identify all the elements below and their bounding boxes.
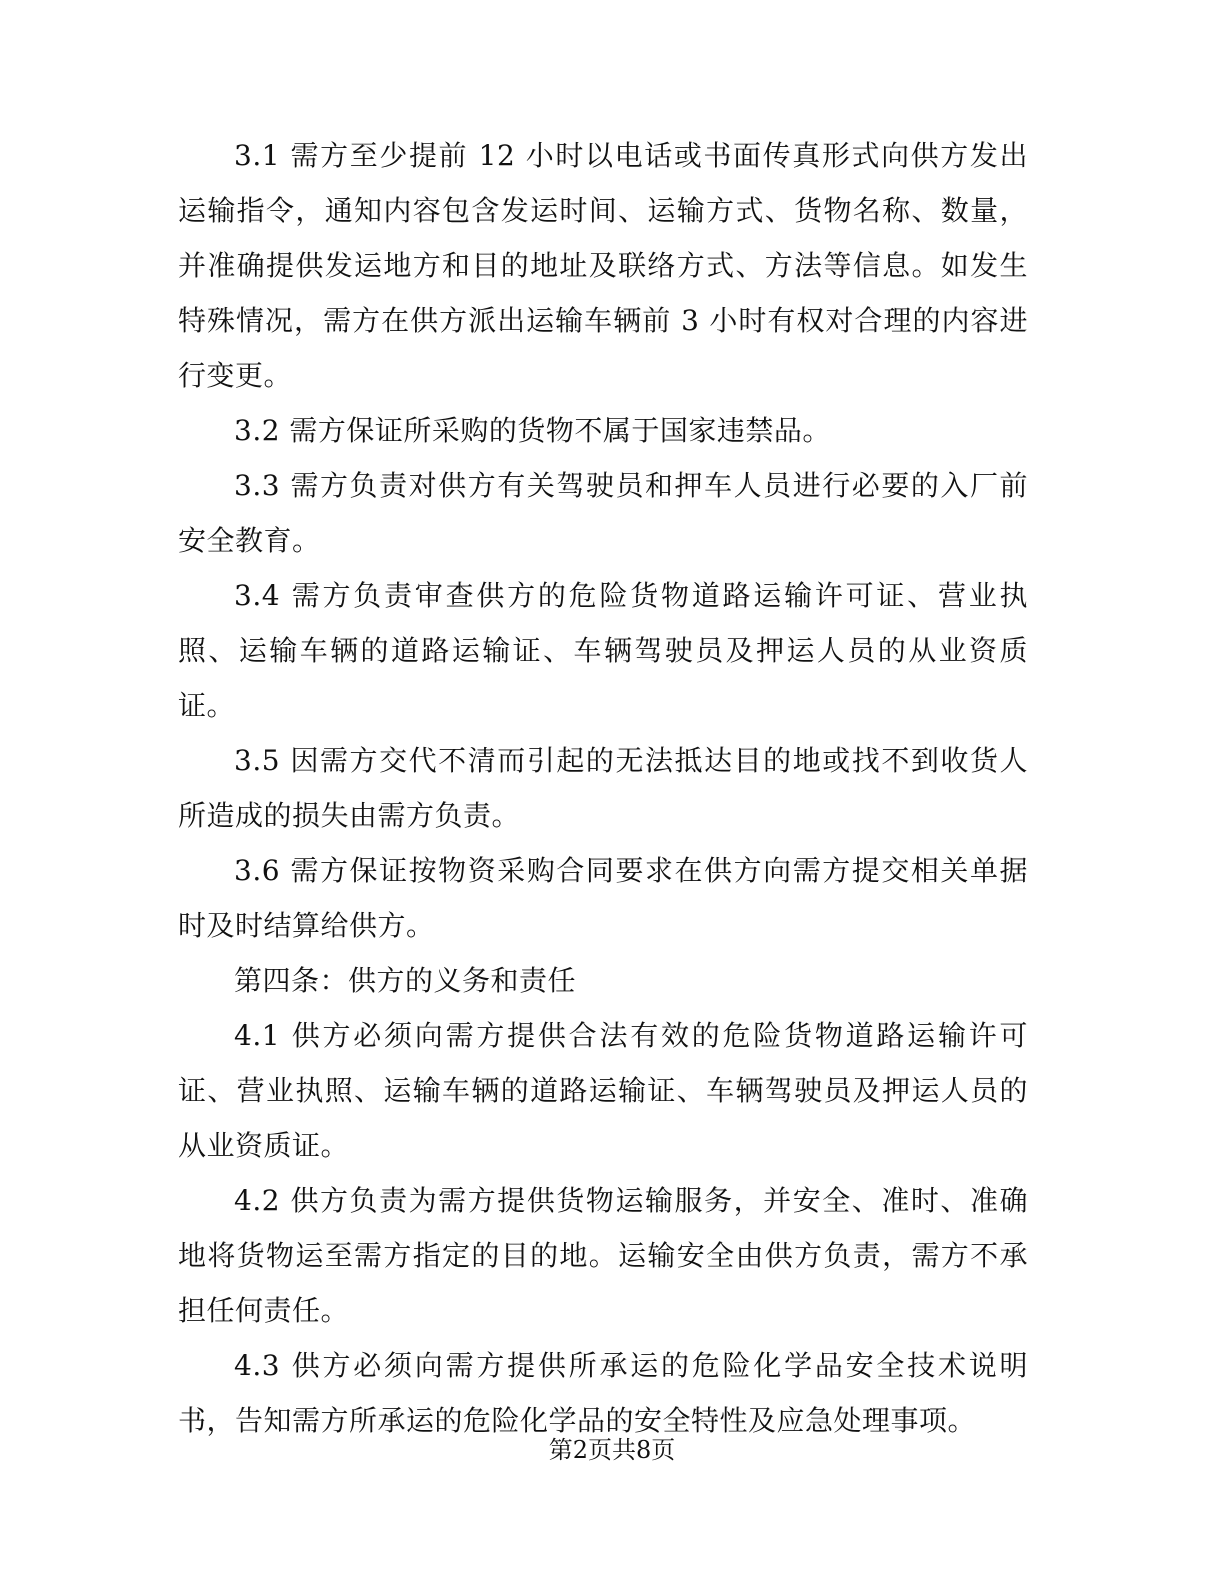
- paragraph-3-3: 3.3 需方负责对供方有关驾驶员和押车人员进行必要的入厂前安全教育。: [178, 469, 1028, 557]
- paragraph-4-1: 4.1 供方必须向需方提供合法有效的危险货物道路运输许可证、营业执照、运输车辆的道路运输证、车辆驾驶员及押运人员的从业资质证。: [178, 1019, 1028, 1162]
- document-body: [178, 128, 1028, 1448]
- paragraph-3-1: 3.1 需方至少提前 12 小时以电话或书面传真形式向供方发出运输指令，通知内容包含发运时间、运输方式、货物名称、数量，并准确提供发运地方和目的地址及联络方式、方法等信息。如发生特殊情况，需方在供方派出运输车辆前 3 小时有权对合理的内容进行变更。: [178, 139, 1028, 392]
- paragraph-3-6: 3.6 需方保证按物资采购合同要求在供方向需方提交相关单据时及时结算给供方。: [178, 854, 1028, 942]
- paragraph-3-2: 3.2 需方保证所采购的货物不属于国家违禁品。: [234, 414, 831, 447]
- page-number-footer: 第2页共8页: [548, 1436, 676, 1464]
- paragraph-4-2: 4.2 供方负责为需方提供货物运输服务，并安全、准时、准确地将货物运至需方指定的目的地。运输安全由供方负责，需方不承担任何责任。: [178, 1184, 1028, 1327]
- paragraph-4-3: 4.3 供方必须向需方提供所承运的危险化学品安全技术说明书，告知需方所承运的危险化学品的安全特性及应急处理事项。: [178, 1349, 1028, 1437]
- section-heading-article-4: 第四条：供方的义务和责任: [234, 964, 577, 997]
- paragraph-3-5: 3.5 因需方交代不清而引起的无法抵达目的地或找不到收货人所造成的损失由需方负责。: [178, 744, 1028, 832]
- paragraph-3-4: 3.4 需方负责审查供方的危险货物道路运输许可证、营业执照、运输车辆的道路运输证、车辆驾驶员及押运人员的从业资质证。: [178, 579, 1028, 722]
